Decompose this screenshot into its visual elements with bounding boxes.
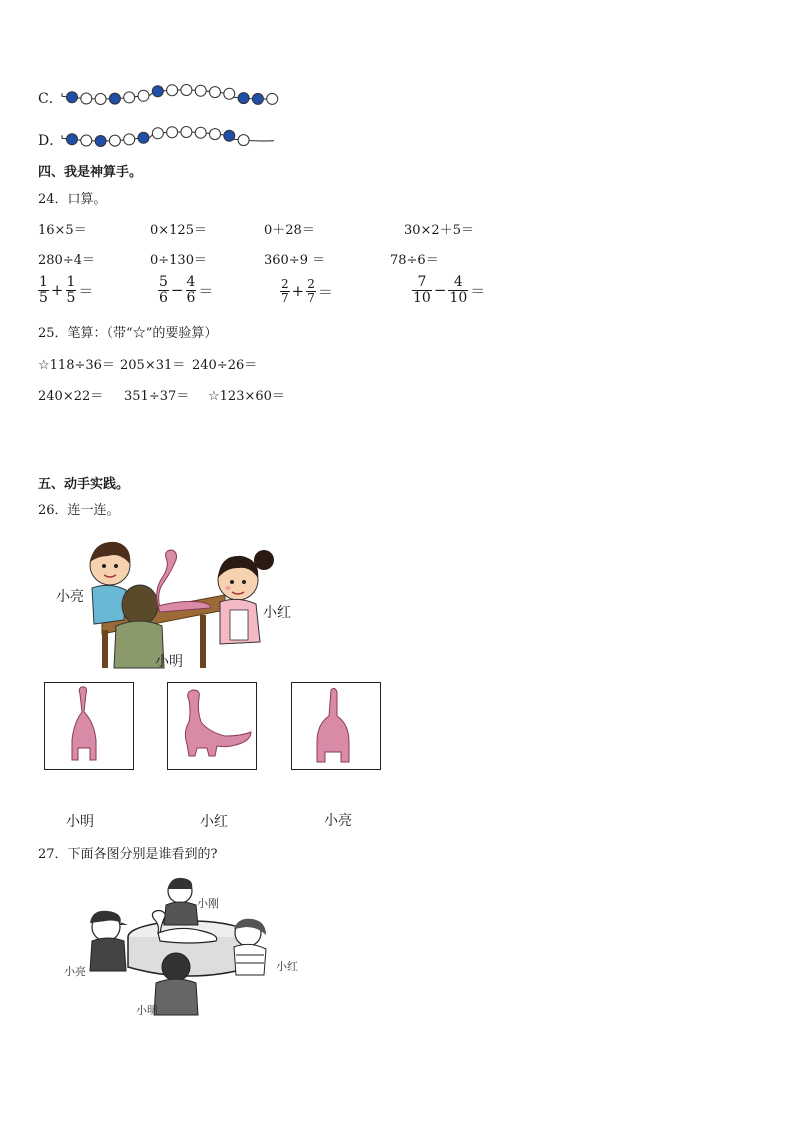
q24-r1-c3: 0＋28＝ xyxy=(264,223,315,238)
option-d-beads xyxy=(60,122,280,150)
bead-white xyxy=(210,129,221,140)
view-box-side[interactable] xyxy=(167,682,257,770)
section-5-title: 五、动手实践。 xyxy=(38,477,130,492)
q25-title: 25．笔算：（带“☆”的要验算） xyxy=(38,326,218,341)
fraction-expr-1: $\frac{1}{5}$ + $\frac{1}{5}$ ＝ xyxy=(39,274,94,306)
bead-white xyxy=(267,93,278,104)
children-table-scene xyxy=(60,530,290,670)
bead-white xyxy=(195,85,206,96)
bead-white xyxy=(181,85,192,96)
box-label-2: 小红 xyxy=(200,814,228,830)
bead-blue xyxy=(224,130,235,141)
q26-title: 26．连一连。 xyxy=(38,503,120,518)
q24-r1-c2: 0×125＝ xyxy=(150,223,207,238)
view-label-ming: 小明 xyxy=(136,1004,158,1017)
q24-r1-c4: 30×2＋5＝ xyxy=(404,223,474,238)
box-label-1: 小明 xyxy=(66,814,94,830)
bead-blue xyxy=(238,93,249,104)
bead-white xyxy=(109,135,120,146)
bead-white xyxy=(152,128,163,139)
q25-r1-c3: 240÷26＝ xyxy=(192,358,258,373)
bead-blue xyxy=(252,93,263,104)
view-box-back[interactable] xyxy=(291,682,381,770)
bead-blue xyxy=(138,132,149,143)
bead-white xyxy=(124,134,135,145)
view-box-front[interactable] xyxy=(44,682,134,770)
bead-white xyxy=(210,87,221,98)
scene-label-ming: 小明 xyxy=(155,654,183,670)
bead-white xyxy=(138,90,149,101)
bead-blue xyxy=(67,134,78,145)
q24-r2-c3: 360÷9 ＝ xyxy=(264,253,326,268)
q24-r2-c4: 78÷6＝ xyxy=(390,253,439,268)
view-label-liang: 小亮 xyxy=(64,965,86,978)
view-label-gang: 小刚 xyxy=(197,897,219,910)
bead-white xyxy=(95,94,106,105)
bead-blue xyxy=(95,136,106,147)
q24-r2-c1: 280÷4＝ xyxy=(38,253,95,268)
bead-white xyxy=(167,127,178,138)
bead-blue xyxy=(67,92,78,103)
bead-white xyxy=(181,127,192,138)
bead-white xyxy=(81,93,92,104)
bead-white xyxy=(81,135,92,146)
section-4-title: 四、我是神算手。 xyxy=(38,165,143,180)
bead-white xyxy=(224,88,235,99)
bead-blue xyxy=(109,93,120,104)
scene-label-liang: 小亮 xyxy=(56,589,84,605)
q25-r1-c2: 205×31＝ xyxy=(120,358,186,373)
fraction-expr-4: $\frac{7}{10}$ − $\frac{4}{10}$ ＝ xyxy=(413,274,486,306)
box-label-3: 小亮 xyxy=(324,813,352,829)
q24-r2-c2: 0÷130＝ xyxy=(150,253,207,268)
bead-white xyxy=(167,85,178,96)
bead-blue xyxy=(152,86,163,97)
bead-white xyxy=(124,92,135,103)
option-c-label: C． xyxy=(38,91,63,107)
option-d-label: D． xyxy=(38,133,64,149)
q24-r1-c1: 16×5＝ xyxy=(38,223,87,238)
round-table-scene xyxy=(70,875,300,1020)
view-label-hong: 小红 xyxy=(276,960,298,973)
q25-r2-c3: ☆123×60＝ xyxy=(208,389,285,404)
q24-title: 24．口算。 xyxy=(38,192,107,207)
bead-white xyxy=(238,135,249,146)
option-c-beads xyxy=(60,80,280,108)
q27-title: 27．下面各图分别是谁看到的? xyxy=(38,847,218,862)
fraction-expr-3: $\frac{2}{7}$ + $\frac{2}{7}$ ＝ xyxy=(281,277,333,305)
q25-r1-c1: ☆118÷36＝ xyxy=(38,358,115,373)
bead-white xyxy=(195,127,206,138)
scene-label-hong: 小红 xyxy=(263,605,291,621)
fraction-expr-2: $\frac{5}{6}$ − $\frac{4}{6}$ ＝ xyxy=(159,274,214,306)
q25-r2-c1: 240×22＝ xyxy=(38,389,104,404)
q25-r2-c2: 351÷37＝ xyxy=(124,389,190,404)
